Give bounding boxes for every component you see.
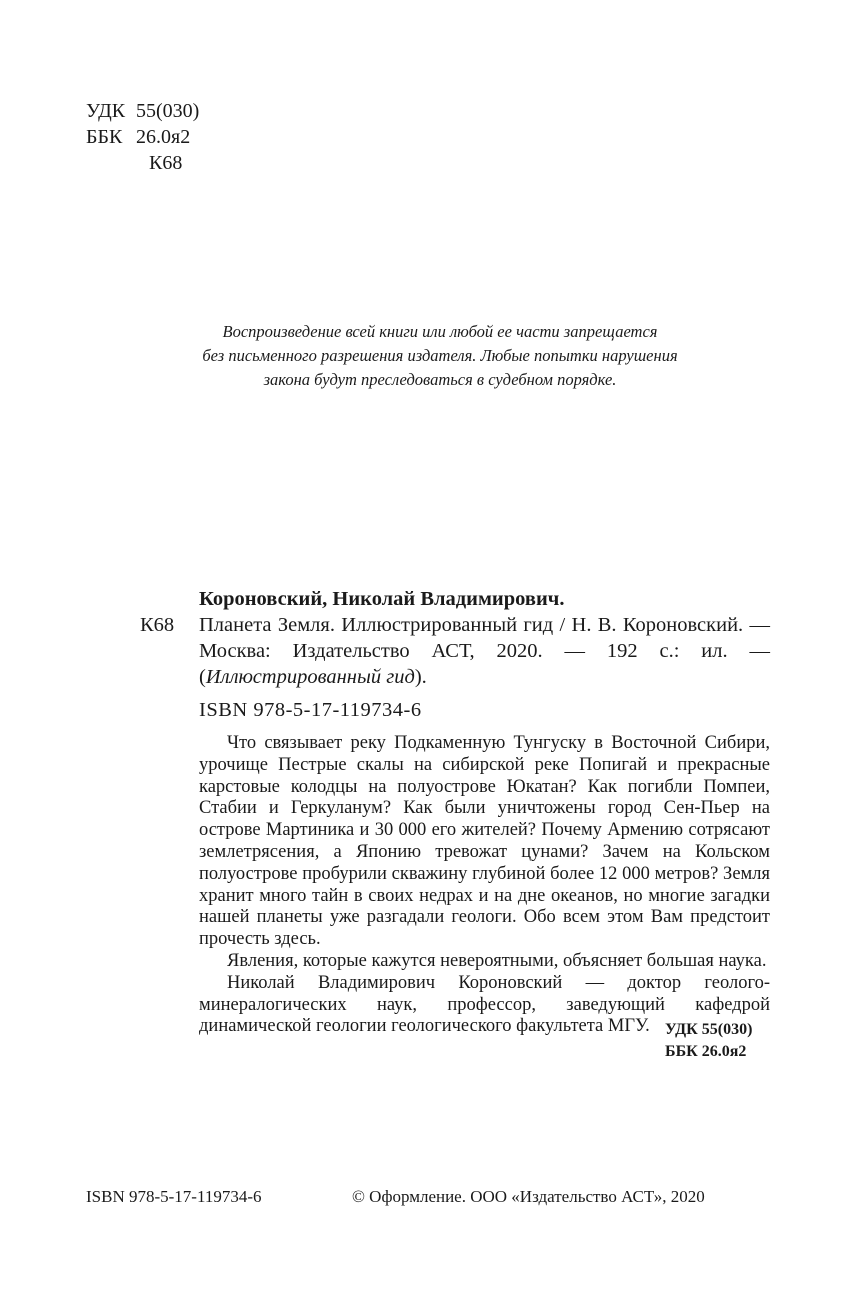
record-isbn: ISBN 978-5-17-119734-6 <box>199 699 422 721</box>
record-author: Короновский, Николай Владимирович. <box>199 588 565 610</box>
codes-right-udk: УДК 55(030) <box>665 1021 753 1038</box>
warning-line: закона будут преследоваться в судебном порядке. <box>263 370 617 389</box>
citation-series: Иллюстрированный гид <box>205 666 415 688</box>
bbk-code <box>86 124 190 150</box>
record-citation <box>199 612 770 690</box>
warning-line: без письменного разрешения издателя. Любые попытки нарушения <box>202 346 678 365</box>
annotation-paragraph: Николай Владимирович Короновский — доктор геолого-минералогических наук, профессор, заведующий кафедрой динамической геологии геологического факультета МГУ. <box>199 972 770 1037</box>
annotation-paragraph: Явления, которые кажутся невероятными, объясняет большая наука. <box>227 950 767 971</box>
author-sign-top: К68 <box>149 152 183 174</box>
footer-copyright: © Оформление. ООО «Издательство АСТ», 2020 <box>352 1187 705 1206</box>
copyright-warning <box>120 320 760 392</box>
bbk-value: 26.0я2 <box>136 126 191 148</box>
bbk-label: ББК <box>86 126 123 148</box>
warning-line: Воспроизведение всей книги или любой ее части запрещается <box>222 322 658 341</box>
record-author-sign: К68 <box>140 614 175 636</box>
udk-code <box>86 98 199 124</box>
footer-isbn: ISBN 978-5-17-119734-6 <box>86 1187 262 1206</box>
citation-end: ). <box>414 666 427 688</box>
annotation-paragraph: Что связывает реку Подкаменную Тунгуску в Восточной Сибири, урочище Пестрые скалы на сибирской реке Попигай и прекрасные карстовые колодцы на полуострове Юкатан? Как погибли Помпеи, Стабии и Геркуланум? Как были уничтожены город Сен-Пьер на острове Мартиника и 30 000 его жителей? Почему Армению сотрясают землетрясения, а Японию тревожат цунами? Зачем на Кольском полуострове пробурили скважину глубиной более 12 000 метров? Земля хранит много тайн в своих недрах и на дне океанов, но многие загадки нашей планеты уже разгадали геологи. Обо всем этом Вам предстоит прочесть здесь. <box>199 733 770 950</box>
codes-right-bbk: ББК 26.0я2 <box>665 1043 747 1060</box>
udk-value: 55(030) <box>136 100 200 122</box>
codes-right <box>665 1019 752 1063</box>
citation-main: Планета Земля. Иллюстрированный гид / Н. В. Короновский. — Москва: Издательство АСТ, 2020. — 192 с.: ил. — ( <box>199 614 770 688</box>
udk-label: УДК <box>86 100 126 122</box>
annotation <box>199 733 770 1038</box>
